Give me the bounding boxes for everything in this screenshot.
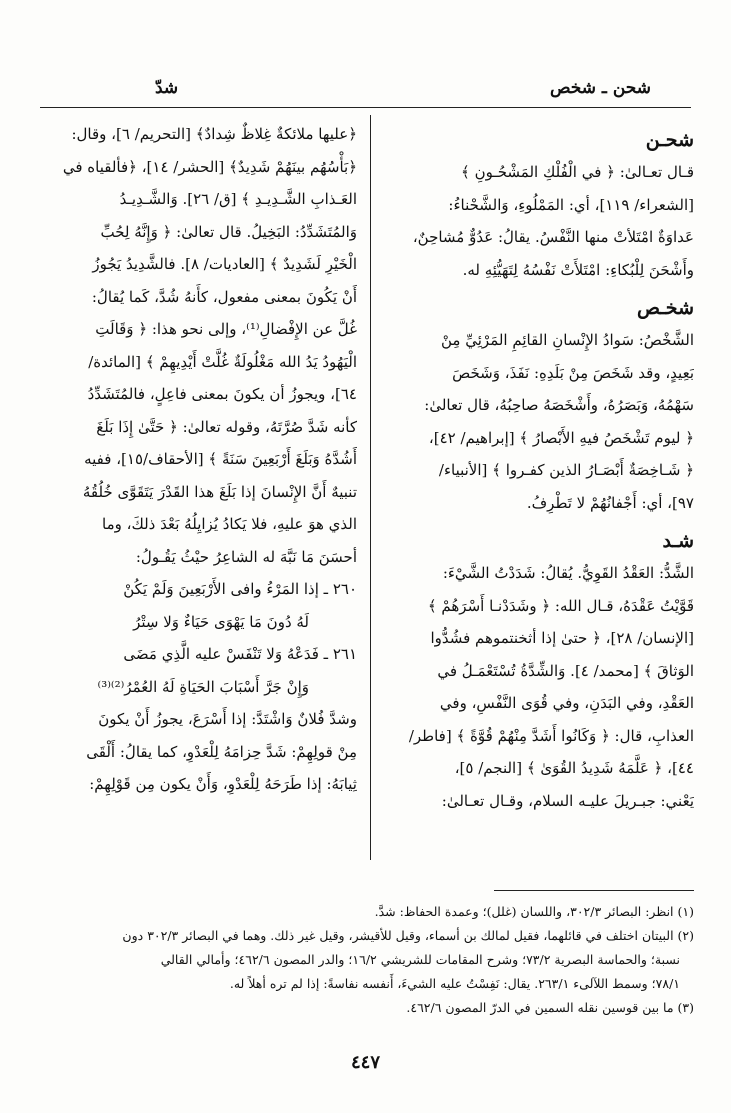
body-line: غُلَّ عن الإِفْضالِ⁽¹⁾، وإلى نحو هذا: ﴿ وَقَالَتِ [95,320,357,338]
body-line: الْخَيْرِ لَشَدِيدٌ ﴾ [العاديات/ ٨]. فالشَّدِيدُ يَجُوزُ [92,255,357,273]
footnote-continued: نسبة؛ والحماسة البصرية ٧٣/٢؛ وشرح المقامات للشريشي ١٦/٢؛ والدر المصون ٤٦٢/٦؛ وأمالي القالي [160,952,680,967]
entry-line: الشَّدُّ: العَقْدُ القَوِيُّ. يُقالُ: شَدَدْتُ الشَّيْءَ: [442,564,694,582]
entry-line: ٩٧]، أي: أَجْفانُهُمْ لا تَطْرِفُ. [526,493,694,512]
body-line: ﴿بَأْسُهُم بينَهُمْ شَدِيدٌ﴾ [الحشر/ ١٤]، ﴿فألقياه في [62,157,357,176]
body-line: وَالمُتَشَدِّدُ: البَخِيلُ. قال تعالىٰ: ﴿ وَإِنَّهُ لِحُبِّ [100,222,357,241]
entry-line: [الشعراء/ ١١٩]، أي: المَمْلُوءِ، وَالشَّحْناءُ: [448,195,694,214]
body-line: أَنْ يَكُونَ بمعنى مفعول، كأَنهُ شُدَّ، كَما يُقالُ: [91,287,357,306]
poem-block [33,573,357,703]
footnote: (١) انظر: البصائر ٣٠٢/٣، واللسان (غلل)؛ وعمدة الحفاظ: شدَّ. [374,904,694,919]
body-line: ٦٤]، ويجوزُ أن يكونَ بمعنى فاعِلٍ، فالمُتَشَدِّدُ [87,385,357,403]
body-line: وشدَّ فُلانٌ وَاشْتَدَّ: إذا أَسْرَعَ، يجوزُ أَنْ يكونَ [98,710,357,728]
entry-line: قَوَّيْتُ عَقْدَهُ، قـال الله: ﴿ وشَدَدْنـا أَسْرَهُمْ ﴾ [427,596,694,615]
entry-line: ﴿ ليوم تَشْخَصُ فيهِ الأَبْصارُ ﴾ [إبراهيم/ ٤٢]، [428,428,694,447]
body-line: أحسَنَ مَا نَبَّهَ له الشاعِرُ حيْثُ يَقُـولُ: [135,547,357,566]
right-column [376,118,694,817]
entry-line: [الإنسان/ ٢٨]، ﴿ حتىٰ إذا أثخنتموهم فشُدُّوا [430,629,694,647]
left-column [33,118,357,801]
left-column-header: شدّ [155,78,179,98]
entry-headword: شخـص [636,297,694,319]
poem-verse: وَإِنْ جَرَّ أَسْبَابَ الحَيَاةِ لَهُ العُمْرُ⁽²⁾⁽³⁾ [97,677,309,696]
body-line: تنبيهٌ أَنَّ الإِنْسانَ إذا بَلَغَ هذا القَدْرَ يَتَقَوَّى خُلُقُهُ [82,482,357,501]
body-line: أَشُدَّهُ وَبَلَغَ أَرْبَعِينَ سَنَةً ﴾ [الأحقاف/١٥]، ففيه [84,450,357,468]
entry-shahana [376,126,694,286]
body-line: الذي هوَ عليهِ، فلا يَكادُ يُزايِلُهُ بَعْدَ ذلكَ، وما [102,515,357,533]
poem-verse: ٢٦٠ ـ إذا المَرْءُ وافى الأَرْبَعِينَ وَلَمْ يَكُنْ [123,580,357,598]
body-line: ثِيابَهُ: إذا طَرَحَهُ لِلْعَدْوِ، وَأَنْ يكون مِن قَوْلِهِمْ: [89,775,357,793]
footnote-continued: ٧٨/١؛ وسمط اللآلىء ٢٦٣/١. يقال: نَفِسْتُ عليه الشيءَ، أَنفسه نفاسةً: إذا لم تره أهلاً له. [229,976,680,991]
entry-line: سَهْمُهُ، وَبَصَرُهُ، وأَشْخَصَهُ صاحِبُهُ، قال تعالىٰ: [424,396,694,414]
body-line: الْيَهُودُ يَدُ الله مَغْلُولَةٌ غُلَّتْ أَيْدِيهِمْ ﴾ [المائدة/ [88,352,357,371]
column-divider [370,115,371,860]
body-line: العَـذابِ الشَّـدِيـدِ ﴾ [ق/ ٢٦]. وَالشَّـدِيـدُ [119,190,357,208]
entry-shakhasa [376,294,694,519]
entry-headword: شحـن [645,129,694,151]
entry-line: الوَثاقَ ﴾ [محمد/ ٤]. وَالشِّدَّةُ تُسْتَعْمَـلُ في [437,661,694,680]
footnote: (٣) ما بين قوسين نقله السمين في الدرّ المصون ٤٦٢/٦. [406,1000,694,1015]
body-line: ﴿عليها ملائكةٌ غِلاظٌ شِدادٌ﴾ [التحريم/ ٦]، وقال: [71,125,357,143]
entry-line: قـال تعـالىٰ: ﴿ في الْفُلْكِ المَشْحُـونِ ﴾ [461,163,694,181]
entry-line: العذابِ، قال: ﴿ وَكَانُوا أَشَدَّ مِنْهُمْ قُوَّةً ﴾ [فاطر/ [408,726,694,745]
entry-headword: شـد [662,530,694,552]
poem-verse: لَهُ دُونَ مَا يَهْوَى حَيَاءٌ وَلا سِتْرُ [133,612,309,631]
right-column-header: شحن ـ شخص [549,78,651,98]
entry-line: بَعِيدٍ، وقد شَخَصَ مِنْ بَلَدِهِ: نَفَذَ، وَشَخَصَ [452,363,694,382]
entry-line: وأَشْحَنَ لِلْبُكاءِ: امْتَلأَتْ نَفْسُهُ لِتَهَيُّئِهِ له. [462,260,694,279]
footnote: (٢) البيتان اختلف في قائلهما، فقيل لمالك بن أسماء، وقيل للأقيشر، وقيل غير ذلك. وهما في البصائر ٣٠٢/٣ دون [122,928,694,943]
poem-verse: ٢٦١ ـ فَدَعْهُ وَلا تَنْفَسْ عليه الَّذِي مَضَى [123,645,357,663]
body-line: مِنْ قولِهِمْ: شَدَّ حِزامَهُ لِلْعَدْوِ، كما يقالُ: أَلْقَى [86,742,357,761]
body-line: كأنه شَدَّ صُرَّتَهُ، وقوله تعالىٰ: ﴿ حَتَّىٰ إِذَا بَلَغَ [96,417,357,436]
entry-line: الشَّخْصُ: سَوادُ الإِنْسانِ القائِمِ المَرْئِيِّ مِنْ [441,331,694,349]
entry-line: عَداوَةٌ امْتَلأتْ منها النَّفْسُ. يقالُ: عَدُوٌّ مُشاحِنٌ، [412,228,694,246]
entry-line: ﴿ شَـاخِصَةٌ أَبْصَـارُ الذين كفـروا ﴾ [الأنبياء/ [438,461,694,479]
entry-line: يَعْني: جبـريلَ عليـه السلام، وقـال تعـالىٰ: [441,791,694,810]
footnotes [34,900,694,1020]
footnote-rule [494,890,694,891]
entry-shadda [376,527,694,817]
entry-line: العَقْدِ، وفي البَدَنِ، وفي قُوَى النَّفْسِ، وفي [439,694,694,712]
header-rule [40,107,691,108]
page-number: ٤٤٧ [350,1052,380,1073]
entry-line: ٤٤]، ﴿ عَلَّمَهُ شَدِيدُ القُوَىٰ ﴾ [النجم/ ٥]، [454,759,694,777]
